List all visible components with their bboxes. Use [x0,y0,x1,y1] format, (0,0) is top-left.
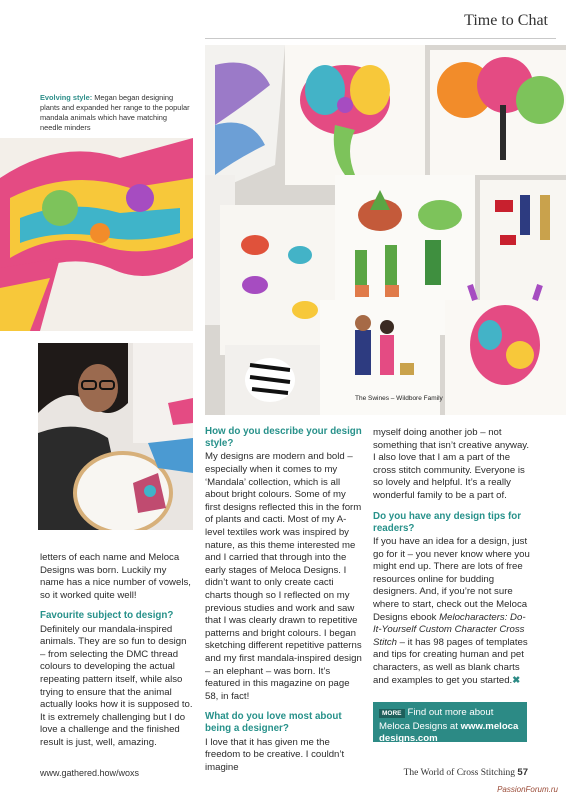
family-label: The Swines – Wildbore Family [355,395,443,402]
footer-url[interactable]: www.gathered.how/woxs [40,768,140,778]
right-column [373,427,531,687]
answer-tips-end: – it has 98 pages of templates and tips for creating human and pet characters, as well as blank charts and examples to get you started. [373,636,528,686]
question-favourite-subject: Favourite subject to design? [40,610,174,622]
more-info-box [373,702,527,745]
left-intro: letters of each name and Meloca Designs was born. Luckily my name has a nice number of vowels, so it worked quite well! [40,552,191,601]
middle-column [205,418,362,774]
caption-label: Evolving style: [40,93,93,102]
section-title: Time to Chat [464,12,548,29]
header-rule [205,38,556,39]
footer-magazine [404,767,528,778]
meloca-website-link[interactable]: www.meloca designs.com [379,720,519,745]
ebook-title: Melocharacters: Do-It-Yourself Custom Character Cross Stitch [373,611,526,648]
cross-stitch-collage-photo [205,45,566,415]
answer-design-style: My designs are modern and bold – especially when it comes to my ‘Mandala’ collection, which is all about bright colours. Some of my first designs reflected this in the form of plants and cacti. Most of my A-level textiles work was inspired by nature, as this theme interested me and I carried that through into the early stages of Meloca Designs. I didn’t want to only create cacti charts though so I reflected on my previous studies and work and saw that I was clearly drawn to repetitive patterns and bright colours. I began sketching different repetitive patterns and my first mandala-inspired design – an elephant – was born. It’s featured in this magazine on page 58, in fact! [205,451,362,702]
designer-portrait-photo [38,343,193,530]
question-design-style: How do you describe your design style? [205,426,362,450]
answer-love-most: I love that it has given me the freedom to be creative. I couldn’t imagine [205,736,345,773]
page-number: 57 [517,767,528,778]
magazine-name: The World of Cross Stitching [403,768,516,778]
end-mark-icon: ✖ [512,674,521,686]
left-column [40,552,193,750]
answer-design-tips [373,536,531,687]
answer-tips-start: If you have an idea for a design, just go for it – you never know where you might end up. There are lots of free resources online for budding designers. And, if you’re not sure where to start, check out the Meloca Designs ebook [373,535,530,623]
answer-favourite-subject: Definitely our mandala-inspired animals. They are so fun to design – from selecting the DMC thread colours to developing the actual repeating pattern itself, while also trying to ensure that the animal actually looks how it is supposed to. It is extremely challenging but I do love a challenge and the finished result is just, well, amazing. [40,623,193,748]
mandala-elephant-photo [0,138,193,331]
more-tag: MORE [379,709,405,718]
right-intro: myself doing another job – not something that isn’t creative anyway. I also love that I am a part of the cross stitch community. Everyone is so lovely and helpful. It’s a really wonderful family to be a part of. [373,427,530,501]
more-text: Find out more about Meloca Designs at [379,707,494,732]
caption-text: Megan began designing plants and expanded her range to the popular mandala animals which have matching needle minders [40,93,190,132]
watermark: PassionForum.ru [497,785,558,794]
question-love-most: What do you love most about being a designer? [205,711,342,735]
photo-caption [40,93,190,133]
question-design-tips: Do you have any design tips for readers? [373,510,522,534]
